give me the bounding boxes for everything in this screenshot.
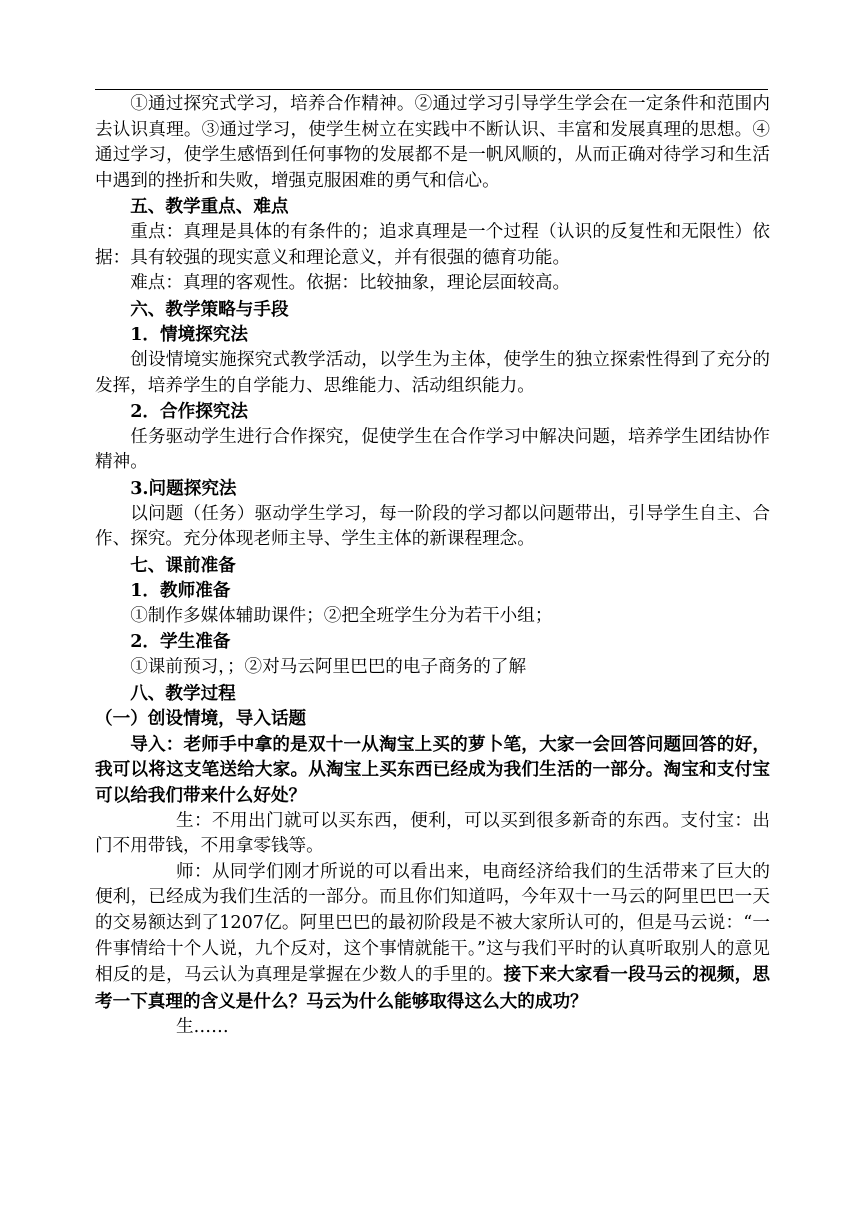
teacher-remark-text: 师：从同学们刚才所说的可以看出来，电商经济给我们的生活带来了巨大的便利，已经成为我们生活的一部分。而且你们知道吗，今年双十一马云的阿里巴巴一天的交易额达到了1207亿。阿里巴巴的最初阶段是不被大家所认可的，但是马云说：“一件事情给十个人说，九个反对，这个事情就能干。”这与我们平时的认真听取别人的意见相反的是，马云认为真理是掌握在少数人的手里的。	[95, 861, 770, 986]
subsection-1-heading: （一）创设情境，导入话题	[95, 708, 307, 730]
teacher-prep-title: 1．教师准备	[130, 580, 231, 602]
student-answer-2: 生……	[175, 1017, 229, 1038]
method-2-text: 任务驱动学生进行合作探究，促使学生在合作学习中解决问题，培养学生团结协作精神。	[95, 426, 770, 473]
teacher-remark-question: 接下来大家看一段马云的视频，思考一下真理的含义是什么？马云为什么能够取得这么大的成功？	[95, 964, 770, 1012]
method-1-title: 1．情境探究法	[130, 324, 248, 346]
student-answer-1: 生：不用出门就可以买东西，便利，可以买到很多新奇的东西。支付宝：出门不用带钱，不用拿零钱等。	[95, 810, 770, 857]
teacher-prep-text: ①制作多媒体辅助课件；②把全班学生分为若干小组；	[130, 605, 553, 626]
section-6-heading: 六、教学策略与手段	[130, 298, 289, 320]
method-1-text: 创设情境实施探究式教学活动，以学生为主体，使学生的独立探索性得到了充分的发挥，培养学生的自学能力、思维能力、活动组织能力。	[95, 349, 770, 396]
student-prep-title: 2．学生准备	[130, 631, 231, 653]
header-rule	[95, 89, 768, 90]
teacher-remark-1	[95, 860, 770, 1016]
intro-paragraph: 导入：老师手中拿的是双十一从淘宝上买的萝卜笔，大家一会回答问题回答的好，我可以将这支笔送给大家。从淘宝上买东西已经成为我们生活的一部分。淘宝和支付宝可以给我们带来什么好处？	[95, 733, 770, 807]
teaching-goals-paragraph: ①通过探究式学习，培养合作精神。②通过学习引导学生学会在一定条件和范围内去认识真理。③通过学习，使学生树立在实践中不断认识、丰富和发展真理的思想。④通过学习，使学生感悟到任何事物的发展都不是一帆风顺的，从而正确对待学习和生活中遇到的挫折和失败，增强克服困难的勇气和信心。	[95, 94, 770, 191]
section-5-heading: 五、教学重点、难点	[130, 196, 289, 218]
student-prep-text: ①课前预习，；②对马云阿里巴巴的电子商务的了解	[130, 657, 527, 678]
section-7-heading: 七、课前准备	[130, 554, 236, 576]
section-8-heading: 八、教学过程	[130, 682, 236, 704]
method-3-text: 以问题（任务）驱动学生学习，每一阶段的学习都以问题带出，引导学生自主、合作、探究。充分体现老师主导、学生主体的新课程理念。	[95, 503, 770, 550]
method-3-title: 3.问题探究法	[130, 477, 237, 499]
method-2-title: 2．合作探究法	[130, 401, 248, 423]
difficulties-paragraph: 难点：真理的客观性。依据：比较抽象，理论层面较高。	[130, 273, 571, 294]
key-points-paragraph: 重点：真理是具体的有条件的；追求真理是一个过程（认识的反复性和无限性）依据：具有较强的现实意义和理论意义，并有很强的德育功能。	[95, 221, 770, 268]
document-body	[95, 92, 770, 1041]
